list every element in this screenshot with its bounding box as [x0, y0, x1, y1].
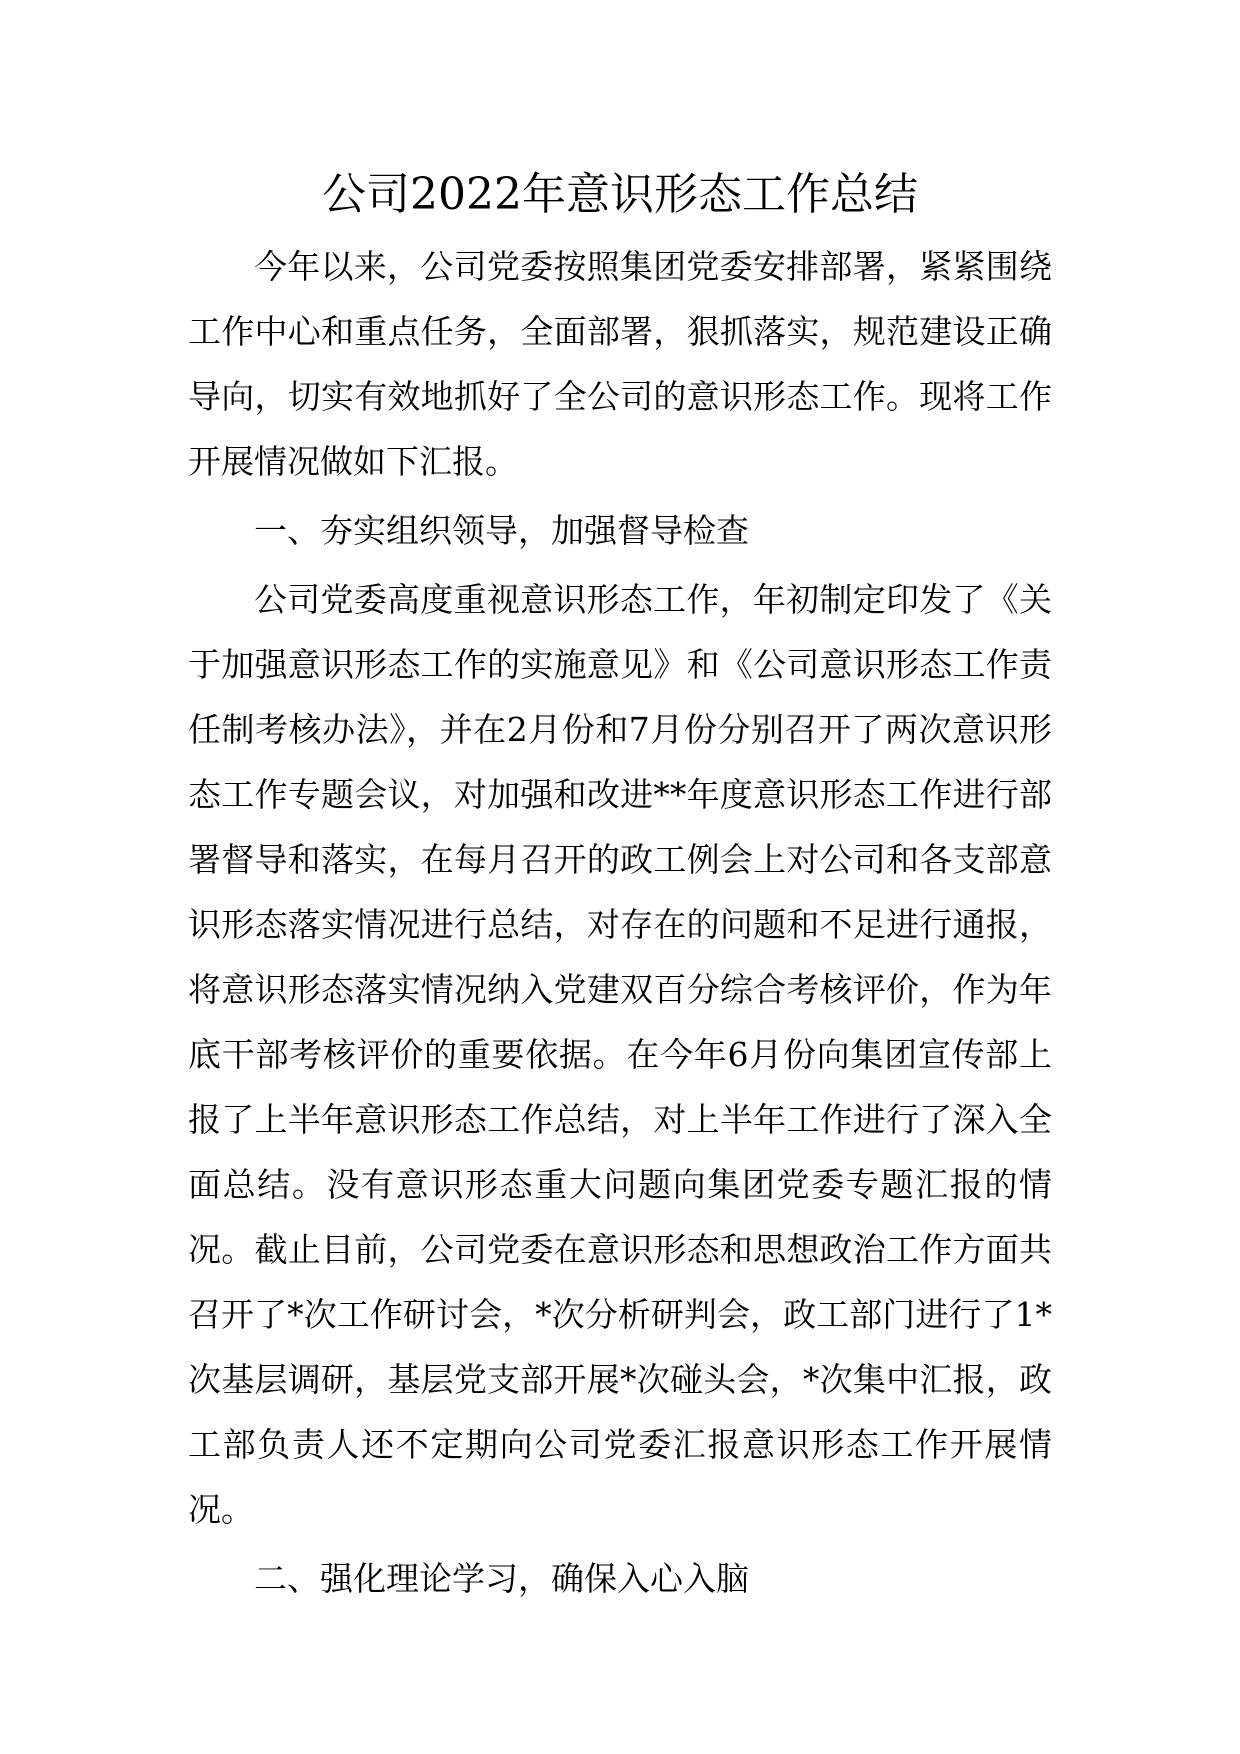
document-body: [188, 234, 1052, 1611]
section-heading-1: 一、夯实组织领导，加强督导检查: [254, 511, 749, 550]
document-title: 公司2022年意识形态工作总结: [322, 169, 918, 220]
intro-paragraph: 今年以来，公司党委按照集团党委安排部署，紧紧围绕工作中心和重点任务，全面部署，狠抓落实，规范建设正确导向，切实有效地抓好了全公司的意识形态工作。现将工作开展情况做如下汇报。: [188, 247, 1052, 481]
section-heading-2: 二、强化理论学习，确保入心入脑: [254, 1559, 749, 1598]
section-1-paragraph: 公司党委高度重视意识形态工作，年初制定印发了《关于加强意识形态工作的实施意见》和《公司意识形态工作责任制考核办法》，并在2月份和7月份分别召开了两次意识形态工作专题会议，对加强和改进**年度意识形态工作进行部署督导和落实，在每月召开的政工例会上对公司和各支部意识形态落实情况进行总结，对存在的问题和不足进行通报，将意识形态落实情况纳入党建双百分综合考核评价，作为年底干部考核评价的重要依据。在今年6月份向集团宣传部上报了上半年意识形态工作总结，对上半年工作进行了深入全面总结。没有意识形态重大问题向集团党委专题汇报的情况。截止目前，公司党委在意识形态和思想政治工作方面共召开了*次工作研讨会，*次分析研判会，政工部门进行了1*次基层调研，基层党支部开展*次碰头会，*次集中汇报，政工部负责人还不定期向公司党委汇报意识形态工作开展情况。: [188, 580, 1052, 1529]
